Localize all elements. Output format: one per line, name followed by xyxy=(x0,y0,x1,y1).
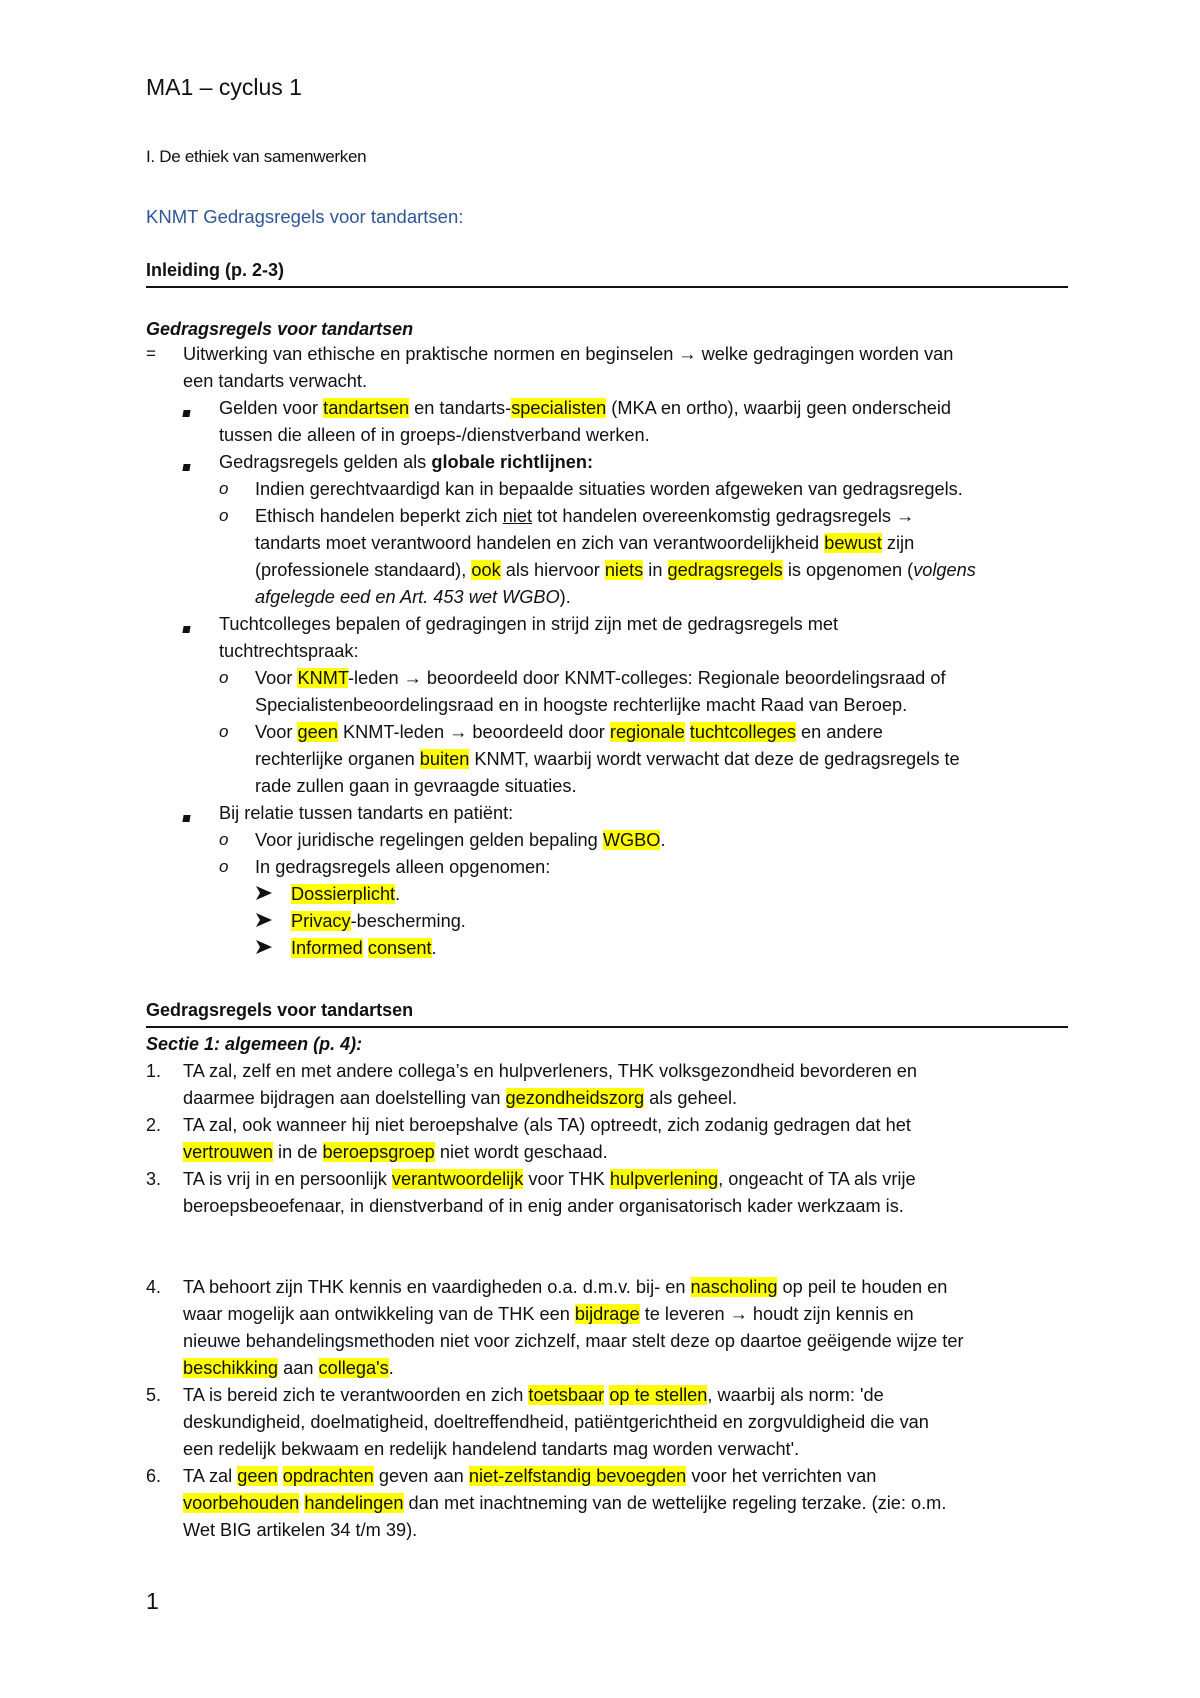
bullet-2-line-1: Gedragsregels gelden als globale richtlijnen: xyxy=(219,452,594,472)
eq-line-1: Uitwerking van ethische en praktische normen en beginselen → welke gedragingen worden van xyxy=(183,344,954,364)
item-5-line-3: een redelijk bekwaam en redelijk handelend tandarts mag worden verwacht'. xyxy=(183,1439,800,1459)
item-4-line-2: waar mogelijk aan ontwikkeling van de THK een bijdrage te leveren → houdt zijn kennis en xyxy=(183,1304,914,1324)
sub-bullet-2-2-line-3: (professionele standaard), ook als hiervoor niets in gedragsregels is opgenomen (volgens xyxy=(255,560,976,580)
bullet-4-line-1: Bij relatie tussen tandarts en patiënt: xyxy=(219,803,514,823)
section-rule xyxy=(146,286,1068,288)
item-3-line-1: TA is vrij in en persoonlijk verantwoordelijk voor THK hulpverlening, ongeacht of TA als vrije xyxy=(183,1169,916,1189)
sub-bullet-4-1: Voor juridische regelingen gelden bepaling WGBO. xyxy=(255,830,666,850)
arrow-bullet-icon xyxy=(255,884,273,907)
list-number-5: 5. xyxy=(146,1385,162,1405)
square-bullet-icon xyxy=(183,456,190,476)
equals-marker: = xyxy=(146,344,156,363)
square-bullet-icon xyxy=(183,807,190,827)
sub-bullet-4-2: In gedragsregels alleen opgenomen: xyxy=(255,857,551,877)
list-number-6: 6. xyxy=(146,1466,162,1486)
list-number-3: 3. xyxy=(146,1169,162,1189)
sub-bullet-2-1: Indien gerechtvaardigd kan in bepaalde situaties worden afgeweken van gedragsregels. xyxy=(255,479,963,499)
bullet-3-line-1: Tuchtcolleges bepalen of gedragingen in strijd zijn met de gedragsregels met xyxy=(219,614,839,634)
eq-line-2: een tandarts verwacht. xyxy=(183,371,367,391)
bullet-3-line-2: tuchtrechtspraak: xyxy=(219,641,359,661)
sub-bullet-3-2-line-2: rechterlijke organen buiten KNMT, waarbij wordt verwacht dat deze de gedragsregels te xyxy=(255,749,960,769)
sub-bullet-2-2-line-1: Ethisch handelen beperkt zich niet tot handelen overeenkomstig gedragsregels → xyxy=(255,506,915,526)
circle-bullet-icon: o xyxy=(219,506,229,525)
arrow-bullet-icon xyxy=(255,938,273,961)
item-5-line-2: deskundigheid, doelmatigheid, doeltreffendheid, patiëntgerichtheid en zorgvuldigheid die van xyxy=(183,1412,929,1432)
section-heading-inleiding: Inleiding (p. 2-3) xyxy=(146,260,284,280)
sub-bullet-3-2-line-1: Voor geen KNMT-leden → beoordeeld door regionale tuchtcolleges en andere xyxy=(255,722,883,742)
item-5-line-1: TA is bereid zich te verantwoorden en zich toetsbaar op te stellen, waarbij als norm: 'de xyxy=(183,1385,884,1405)
item-1-line-2: daarmee bijdragen aan doelstelling van gezondheidszorg als geheel. xyxy=(183,1088,738,1108)
sub-bullet-3-2-line-3: rade zullen gaan in gevraagde situaties. xyxy=(255,776,577,796)
document-title: MA1 – cyclus 1 xyxy=(146,74,302,100)
item-4-line-3: nieuwe behandelingsmethoden niet voor zichzelf, maar stelt deze op daartoe geëigende wijze ter xyxy=(183,1331,964,1351)
circle-bullet-icon: o xyxy=(219,479,229,498)
list-number-4: 4. xyxy=(146,1277,162,1297)
list-number-1: 1. xyxy=(146,1061,162,1081)
item-2-line-2: vertrouwen in de beroepsgroep niet wordt geschaad. xyxy=(183,1142,608,1162)
item-4-line-1: TA behoort zijn THK kennis en vaardigheden o.a. d.m.v. bij- en nascholing op peil te houden en xyxy=(183,1277,948,1297)
item-1-line-1: TA zal, zelf en met andere collega’s en hulpverleners, THK volksgezondheid bevorderen en xyxy=(183,1061,917,1081)
item-3-line-2: beroepsbeoefenaar, in dienstverband of in enig ander organisatorisch kader werkzaam is. xyxy=(183,1196,904,1216)
item-6-line-1: TA zal geen opdrachten geven aan niet-zelfstandig bevoegden voor het verrichten van xyxy=(183,1466,877,1486)
sub-bullet-2-2-line-2: tandarts moet verantwoord handelen en zich van verantwoordelijkheid bewust zijn xyxy=(255,533,915,553)
list-number-2: 2. xyxy=(146,1115,162,1135)
subheading-gedragsregels: Gedragsregels voor tandartsen xyxy=(146,319,414,339)
item-6-line-3: Wet BIG artikelen 34 t/m 39). xyxy=(183,1520,418,1540)
arrow-bullet-icon xyxy=(255,911,273,934)
bullet-1-line-2: tussen die alleen of in groeps-/dienstverband werken. xyxy=(219,425,650,445)
subheading-sectie-1: Sectie 1: algemeen (p. 4): xyxy=(146,1034,363,1054)
square-bullet-icon xyxy=(183,618,190,638)
section-heading-gedragsregels: Gedragsregels voor tandartsen xyxy=(146,1000,414,1020)
sub-bullet-3-1-line-2: Specialistenbeoordelingsraad en in hoogste rechterlijke macht Raad van Beroep. xyxy=(255,695,908,715)
sub-bullet-2-2-line-4: afgelegde eed en Art. 453 wet WGBO). xyxy=(255,587,571,607)
item-6-line-2: voorbehouden handelingen dan met inachtneming van de wettelijke regeling terzake. (zie: o.m. xyxy=(183,1493,947,1513)
arrow-item-3: Informed consent. xyxy=(291,938,437,958)
item-4-line-4: beschikking aan collega's. xyxy=(183,1358,394,1378)
knmt-heading: KNMT Gedragsregels voor tandartsen: xyxy=(146,206,464,227)
circle-bullet-icon: o xyxy=(219,830,229,849)
circle-bullet-icon: o xyxy=(219,668,229,687)
item-2-line-1: TA zal, ook wanneer hij niet beroepshalve (als TA) optreedt, zich zodanig gedragen dat het xyxy=(183,1115,911,1135)
sub-bullet-3-1-line-1: Voor KNMT-leden → beoordeeld door KNMT-colleges: Regionale beoordelingsraad of xyxy=(255,668,946,688)
chapter-title: I. De ethiek van samenwerken xyxy=(146,147,367,166)
arrow-item-2: Privacy-bescherming. xyxy=(291,911,466,931)
circle-bullet-icon: o xyxy=(219,857,229,876)
section-rule xyxy=(146,1026,1068,1028)
arrow-item-1: Dossierplicht. xyxy=(291,884,401,904)
page-number: 1 xyxy=(146,1588,159,1614)
bullet-1-line-1: Gelden voor tandartsen en tandarts-specialisten (MKA en ortho), waarbij geen onderscheid xyxy=(219,398,951,418)
circle-bullet-icon: o xyxy=(219,722,229,741)
square-bullet-icon xyxy=(183,402,190,422)
